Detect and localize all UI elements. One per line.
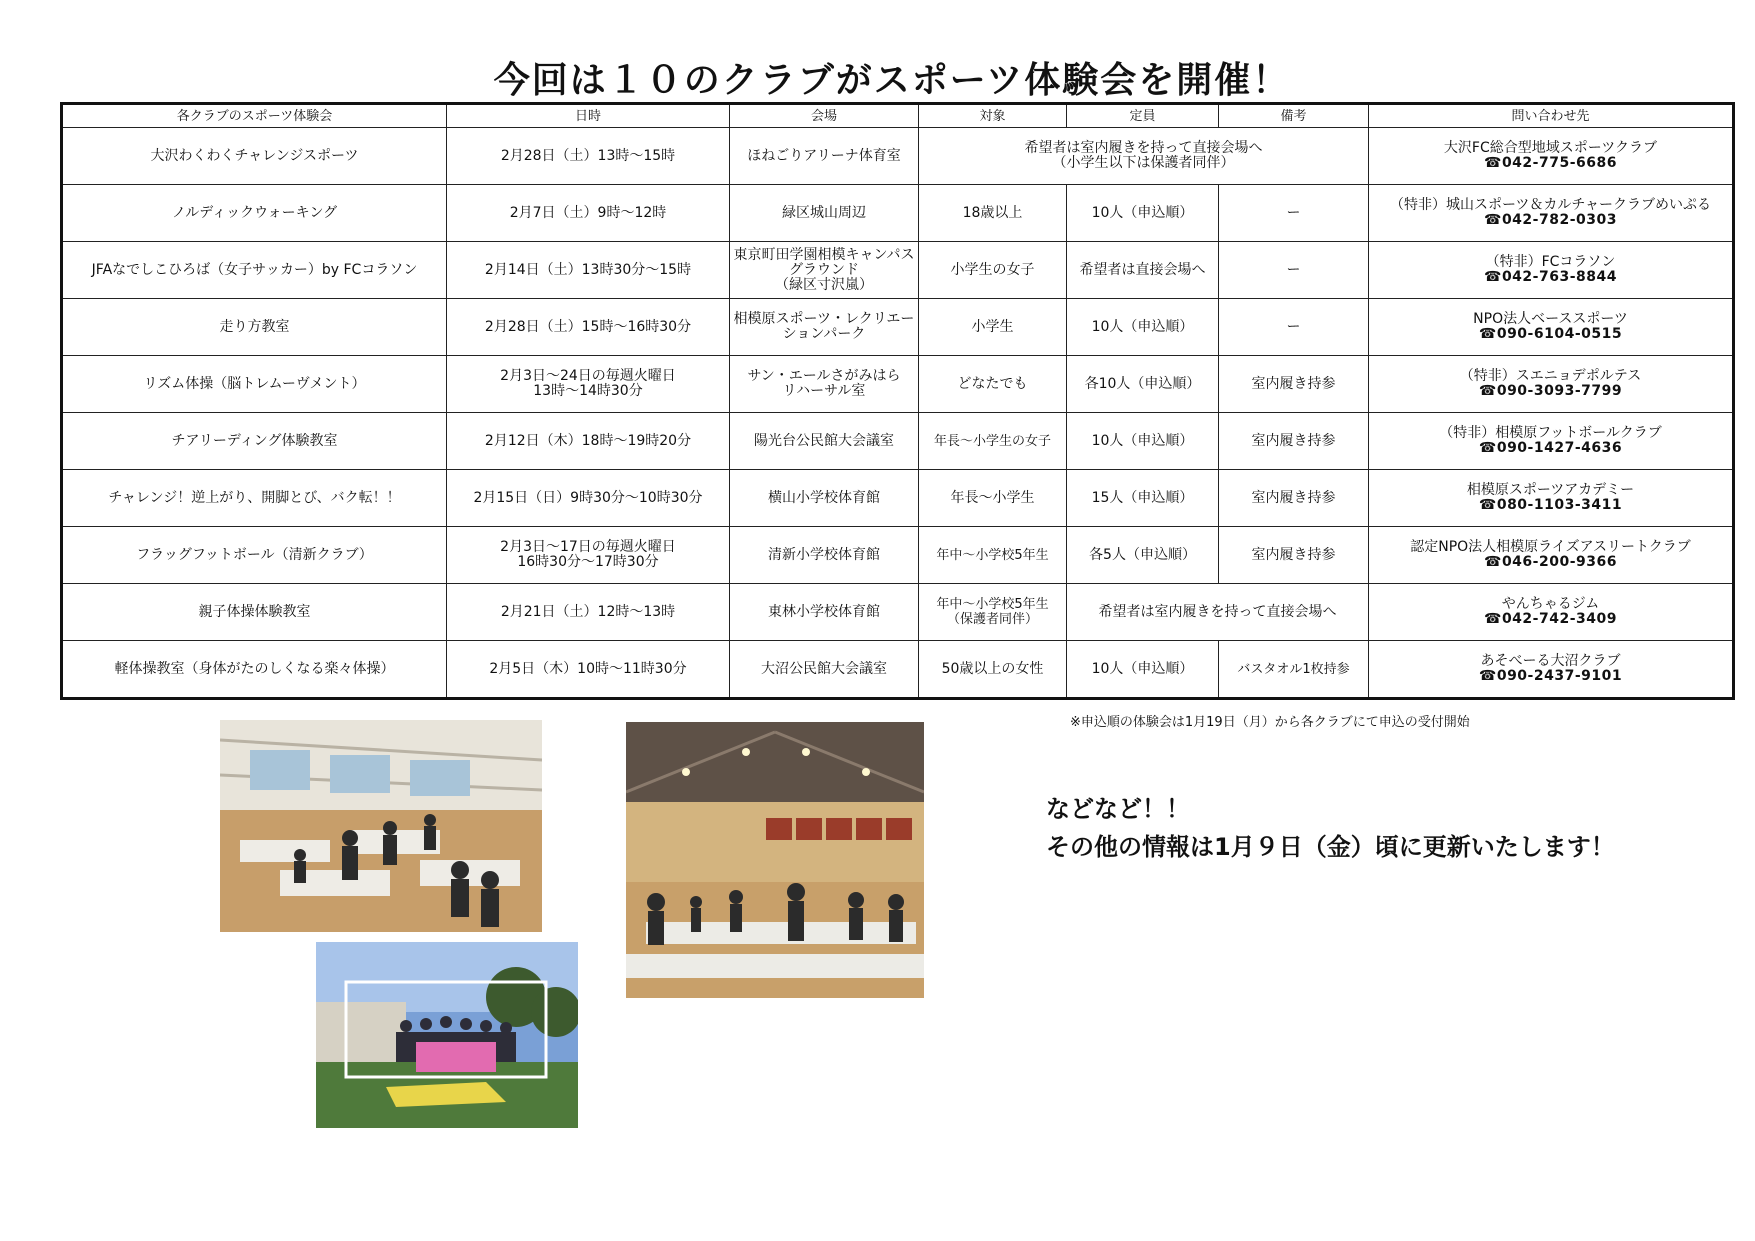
contact-org: 大沢FC総合型地域スポーツクラブ	[1443, 140, 1658, 156]
header-venue: 会場	[730, 104, 919, 128]
event-target: どなたでも	[919, 356, 1067, 413]
event-contact	[1369, 584, 1734, 641]
event-contact	[1369, 299, 1734, 356]
page-title: 今回は１０のクラブがスポーツ体験会を開催！	[493, 60, 1291, 101]
header-datetime: 日時	[447, 104, 730, 128]
event-datetime: 2月5日（木）10時～11時30分	[447, 641, 730, 699]
event-target: 50歳以上の女性	[919, 641, 1067, 699]
gym-mats-photo	[220, 720, 542, 932]
event-capacity: 10人（申込順）	[1067, 299, 1219, 356]
event-name: JFAなでしこひろば（女子サッカー）by FCコラソン	[62, 242, 447, 299]
event-capacity: 15人（申込順）	[1067, 470, 1219, 527]
header-target: 対象	[919, 104, 1067, 128]
contact-org: （特非）FCコラソン	[1485, 254, 1616, 270]
event-venue: 相模原スポーツ・レクリエーションパーク	[730, 299, 919, 356]
contact-org: 相模原スポーツアカデミー	[1466, 482, 1635, 498]
event-datetime: 2月14日（土）13時30分～15時	[447, 242, 730, 299]
table-row	[62, 527, 1734, 584]
event-target: 小学生の女子	[919, 242, 1067, 299]
event-remarks: 室内履き持参	[1219, 527, 1369, 584]
event-target: 年中～小学校5年生	[919, 527, 1067, 584]
event-target: 18歳以上	[919, 185, 1067, 242]
table-header-row	[62, 104, 1734, 128]
event-remarks: バスタオル1枚持参	[1219, 641, 1369, 699]
event-venue: 大沼公民館大会議室	[730, 641, 919, 699]
contact-org: やんちゃるジム	[1501, 596, 1600, 612]
event-target: 年中～小学校5年生 （保護者同伴）	[919, 584, 1067, 641]
event-venue: ほねごりアリーナ体育室	[730, 128, 919, 185]
event-name: チアリーディング体験教室	[62, 413, 447, 470]
contact-org: （特非）スエニョデポルテス	[1459, 368, 1642, 384]
event-capacity: 各10人（申込順）	[1067, 356, 1219, 413]
event-name: 軽体操教室（身体がたのしくなる楽々体操）	[62, 641, 447, 699]
event-contact	[1369, 527, 1734, 584]
event-contact	[1369, 128, 1734, 185]
event-datetime: 2月7日（土）9時～12時	[447, 185, 730, 242]
contact-phone: ☎090-2437-9101	[1478, 668, 1623, 684]
contact-phone: ☎042-742-3409	[1484, 611, 1617, 627]
event-remarks: 室内履き持参	[1219, 413, 1369, 470]
event-remarks: ー	[1219, 185, 1369, 242]
event-remarks: ー	[1219, 299, 1369, 356]
event-capacity: 希望者は直接会場へ	[1067, 242, 1219, 299]
message-line-2: その他の情報は1月９日（金）頃に更新いたします！	[1046, 833, 1615, 861]
event-capacity: 各5人（申込順）	[1067, 527, 1219, 584]
event-name: 親子体操体験教室	[62, 584, 447, 641]
update-message	[1046, 790, 1615, 866]
contact-phone: ☎042-782-0303	[1484, 212, 1617, 228]
event-merged-info: 希望者は室内履きを持って直接会場へ	[1067, 584, 1369, 641]
event-remarks: ー	[1219, 242, 1369, 299]
table-row	[62, 356, 1734, 413]
table-row	[62, 185, 1734, 242]
event-remarks: 室内履き持参	[1219, 470, 1369, 527]
event-merged-info: 希望者は室内履きを持って直接会場へ （小学生以下は保護者同伴）	[919, 128, 1369, 185]
event-contact	[1369, 185, 1734, 242]
contact-org: あそべーる大沼クラブ	[1480, 653, 1621, 669]
event-datetime: 2月28日（土）15時～16時30分	[447, 299, 730, 356]
contact-phone: ☎042-775-6686	[1484, 155, 1617, 171]
event-name: ノルディックウォーキング	[62, 185, 447, 242]
event-target: 小学生	[919, 299, 1067, 356]
event-venue: 横山小学校体育館	[730, 470, 919, 527]
header-capacity: 定員	[1067, 104, 1219, 128]
contact-phone: ☎042-763-8844	[1484, 269, 1617, 285]
event-capacity: 10人（申込順）	[1067, 413, 1219, 470]
event-name: リズム体操（脳トレムーヴメント）	[62, 356, 447, 413]
table-row	[62, 584, 1734, 641]
gymnastics-photo	[626, 722, 924, 998]
event-datetime: 2月3日～24日の毎週火曜日 13時～14時30分	[447, 356, 730, 413]
header-event: 各クラブのスポーツ体験会	[62, 104, 447, 128]
table-row	[62, 413, 1734, 470]
event-venue: 緑区城山周辺	[730, 185, 919, 242]
event-target: 年長～小学生の女子	[919, 413, 1067, 470]
event-contact	[1369, 242, 1734, 299]
contact-org: （特非）城山スポーツ＆カルチャークラブめいぷる	[1389, 197, 1712, 213]
event-venue: サン・エールさがみはら リハーサル室	[730, 356, 919, 413]
event-venue: 陽光台公民館大会議室	[730, 413, 919, 470]
event-venue: 東林小学校体育館	[730, 584, 919, 641]
event-remarks: 室内履き持参	[1219, 356, 1369, 413]
table-row	[62, 641, 1734, 699]
event-datetime: 2月28日（土）13時～15時	[447, 128, 730, 185]
event-datetime: 2月12日（木）18時～19時20分	[447, 413, 730, 470]
event-datetime: 2月21日（土）12時～13時	[447, 584, 730, 641]
event-name: 大沢わくわくチャレンジスポーツ	[62, 128, 447, 185]
table-row	[62, 470, 1734, 527]
event-capacity: 10人（申込順）	[1067, 185, 1219, 242]
table-row	[62, 128, 1734, 185]
event-venue: 清新小学校体育館	[730, 527, 919, 584]
event-target: 年長～小学生	[919, 470, 1067, 527]
event-name: フラッグフットボール（清新クラブ）	[62, 527, 447, 584]
contact-phone: ☎090-3093-7799	[1478, 383, 1623, 399]
contact-phone: ☎046-200-9366	[1484, 554, 1617, 570]
contact-phone: ☎090-6104-0515	[1478, 326, 1623, 342]
header-remarks: 備考	[1219, 104, 1369, 128]
contact-phone: ☎080-1103-3411	[1478, 497, 1623, 513]
soccer-group-photo	[316, 942, 578, 1128]
event-contact	[1369, 470, 1734, 527]
table-row	[62, 242, 1734, 299]
contact-org: NPO法人ベーススポーツ	[1473, 311, 1628, 327]
application-note: ※申込順の体験会は1月19日（月）から各クラブにて申込の受付開始	[1070, 715, 1470, 730]
event-contact	[1369, 356, 1734, 413]
event-name: 走り方教室	[62, 299, 447, 356]
event-venue: 東京町田学園相模キャンパスグラウンド （緑区寸沢嵐）	[730, 242, 919, 299]
table-row	[62, 299, 1734, 356]
contact-org: （特非）相模原フットボールクラブ	[1439, 425, 1662, 441]
events-table	[60, 102, 1735, 700]
event-name: チャレンジ！逆上がり、開脚とび、バク転！！	[62, 470, 447, 527]
event-contact	[1369, 413, 1734, 470]
event-datetime: 2月3日～17日の毎週火曜日 16時30分～17時30分	[447, 527, 730, 584]
message-line-1: などなど！！	[1046, 795, 1190, 823]
header-contact: 問い合わせ先	[1369, 104, 1734, 128]
event-contact	[1369, 641, 1734, 699]
contact-phone: ☎090-1427-4636	[1478, 440, 1623, 456]
event-capacity: 10人（申込順）	[1067, 641, 1219, 699]
event-datetime: 2月15日（日）9時30分～10時30分	[447, 470, 730, 527]
contact-org: 認定NPO法人相模原ライズアスリートクラブ	[1410, 539, 1691, 555]
